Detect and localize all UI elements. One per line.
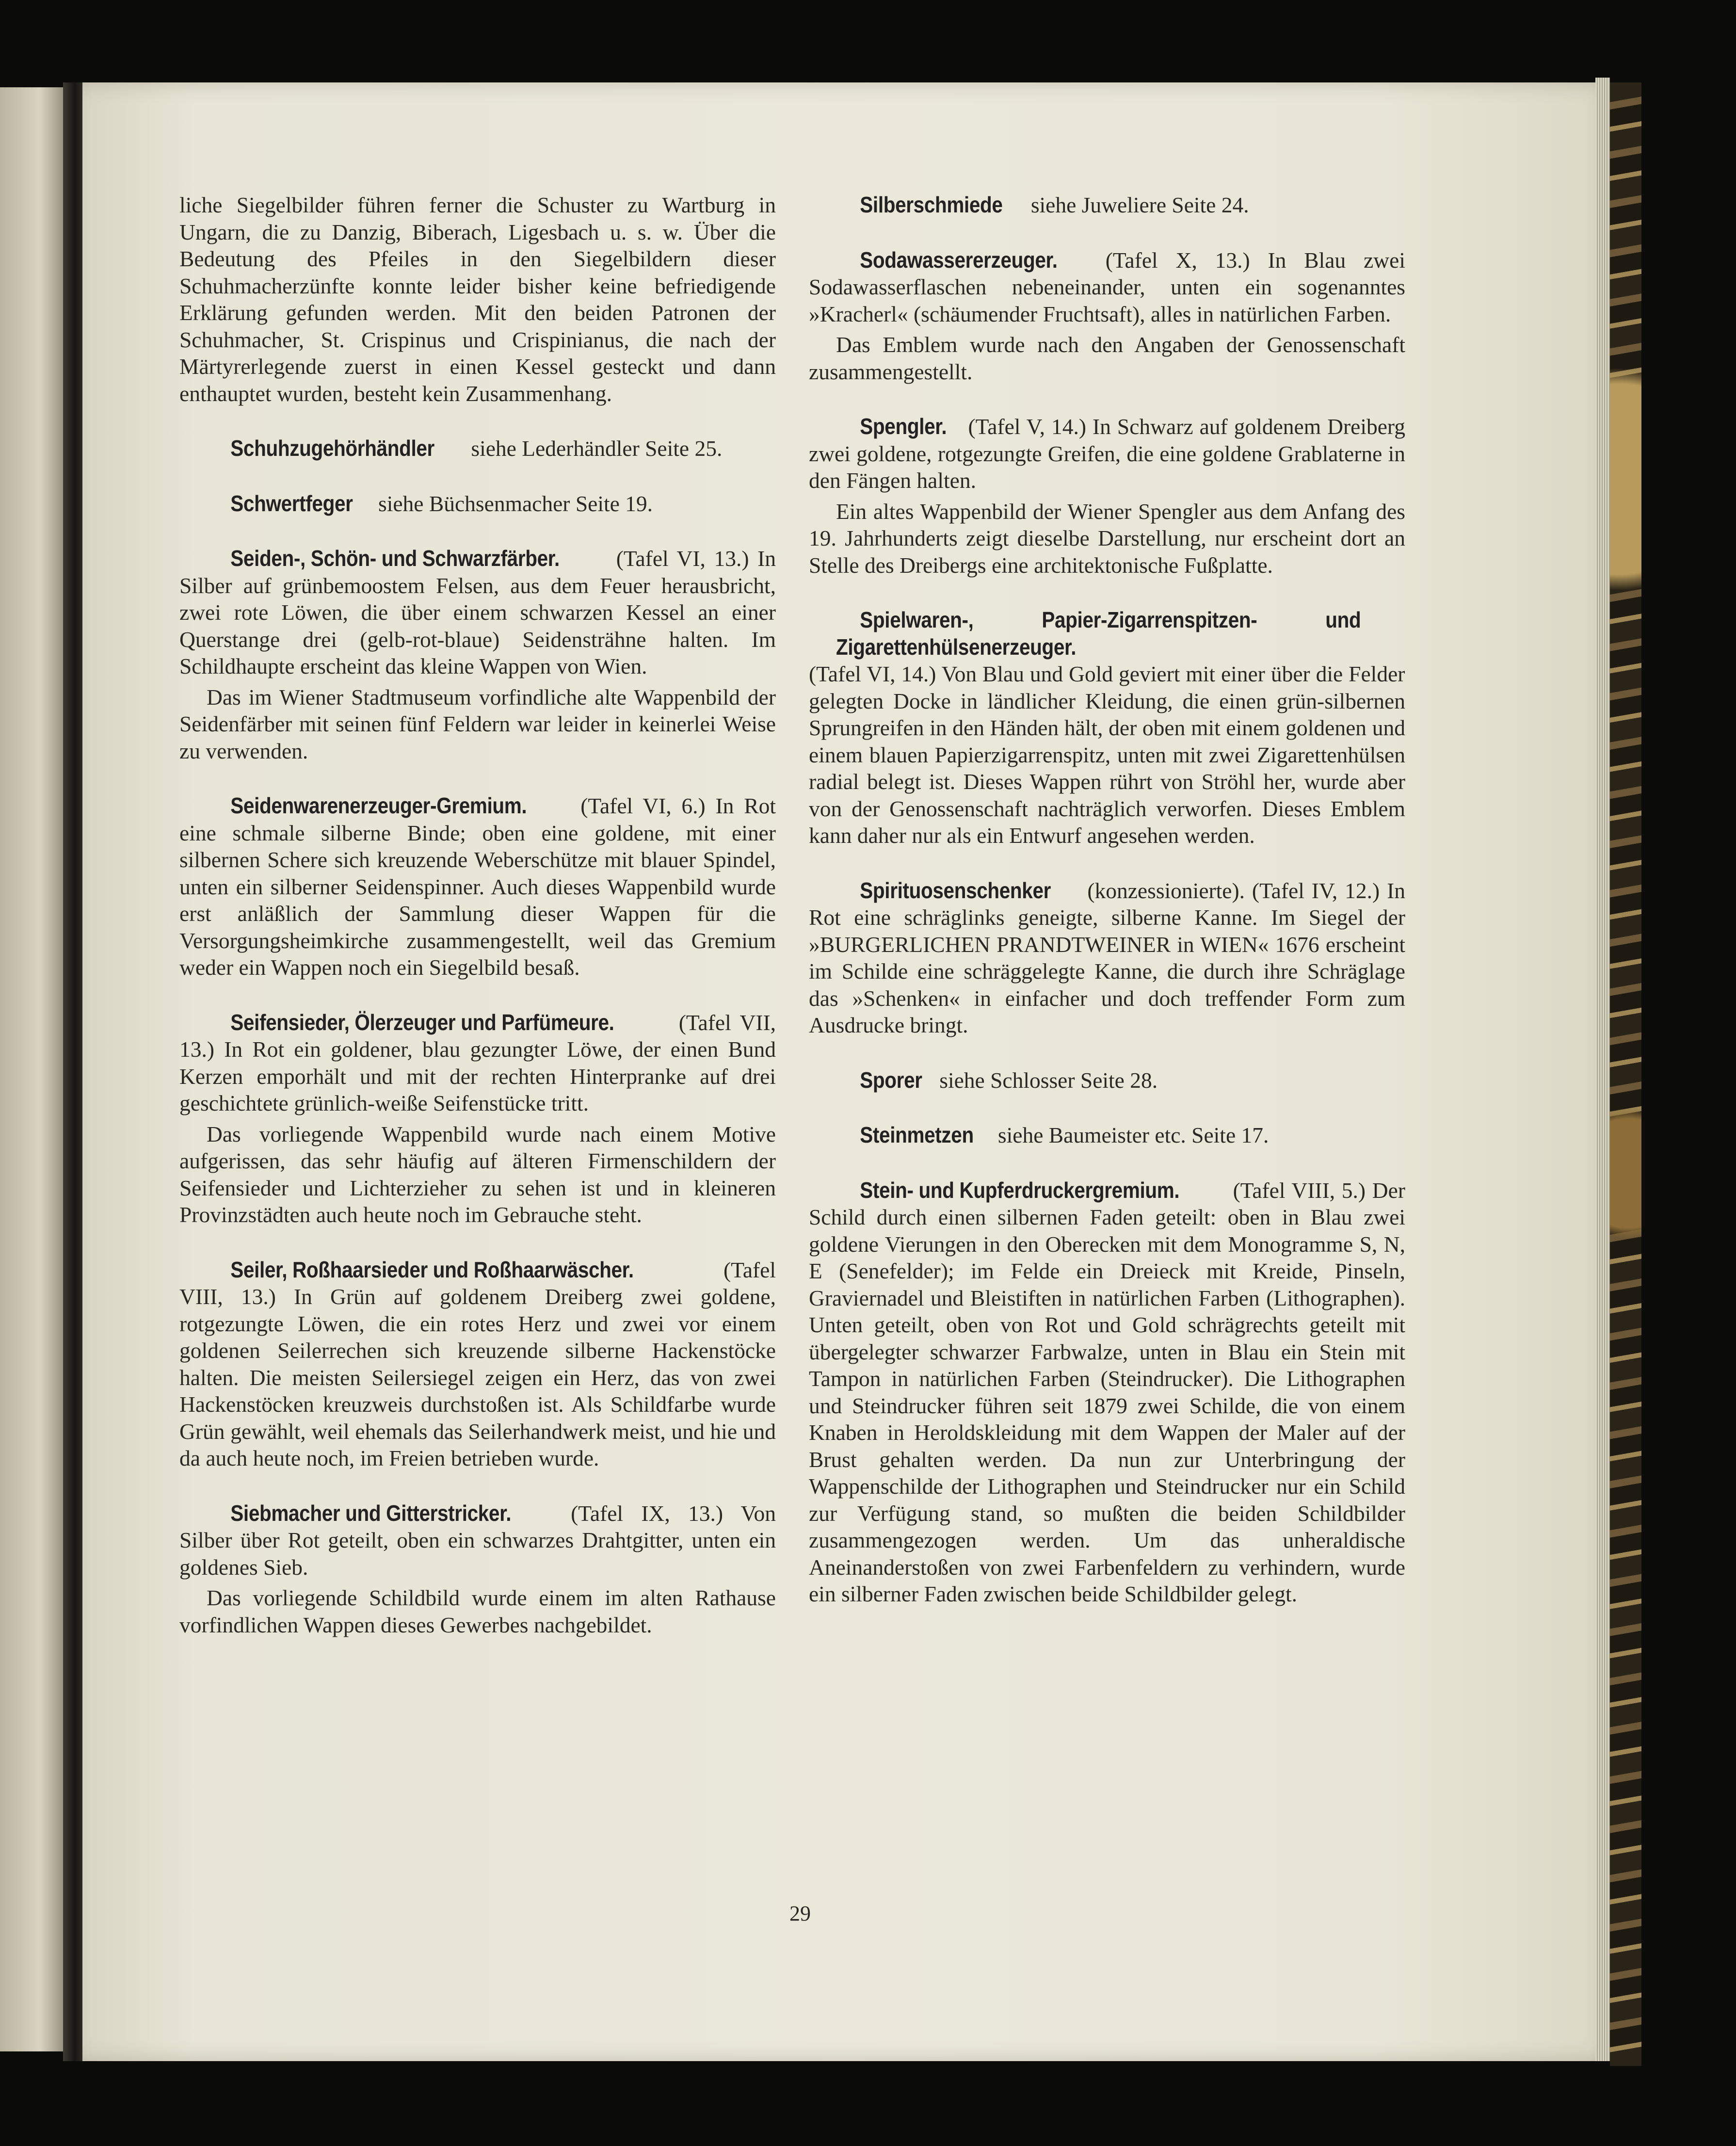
continued-text: [179, 192, 776, 407]
entry-first-paragraph: [809, 877, 1405, 1039]
marbled-cover-edge: [1610, 82, 1641, 2066]
entry-first-paragraph: [179, 435, 776, 462]
entry-text: (Tafel VII, 13.) In Rot ein goldener, blau gezungter Löwe, der einen Bund Kerzen emporhält und mit der rechten Hinterpranke auf drei geschichtete grünlich-weiße Seifenstücke tritt.: [179, 1010, 776, 1115]
entry-first-paragraph: [809, 1067, 1405, 1094]
lexicon-entry: [809, 413, 1405, 579]
entry-heading: Spengler.: [860, 414, 947, 439]
paragraph: liche Siegelbilder führen ferner die Schuster zu Wartburg in Ungarn, die zu Danzig, Biberach, Ligesbach u. s. w. Über die Bedeutung des Pfeiles in den Siegelbildern dieser Schuhmacherzünfte konnte leider bisher keine befriedigende Erklärung gefunden werden. Mit den beiden Patronen der Schuhmacher, St. Crispinus und Crispinianus, die nach der Märtyrerlegende zuerst in einen Kessel gesteckt und dann enthauptet wurden, besteht kein Zusammenhang.: [179, 193, 776, 406]
lexicon-entry: [179, 545, 776, 764]
paragraph: Das vorliegende Wappenbild wurde nach einem Motive aufgerissen, das sehr häufig auf älteren Firmenschildern der Seifensieder und Lichterzieher zu sehen ist und in kleineren Provinzstädten auch heute noch im Gebrauche steht.: [179, 1121, 776, 1227]
lexicon-entry: [179, 1257, 776, 1472]
entry-text: (konzessionierte). (Tafel IV, 12.) In Rot eine schräglinks geneigte, silberne Kanne. Im Siegel der »BURGERLICHEN PRANDTWEINER in WIEN« 1676 erscheint im Schilde eine schräggelegte Kanne, die durch ihre Schräglage das »Schenken« in einfacher und doch treffender Form zum Ausdrucke bringt.: [809, 878, 1405, 1037]
lexicon-entry: [809, 1177, 1405, 1608]
lexicon-entry: [179, 490, 776, 517]
page-number: 29: [789, 1902, 811, 1925]
entry-heading: Seiler, Roßhaarsieder und Roßhaarwäscher.: [230, 1257, 634, 1282]
entry-first-paragraph: [809, 607, 1405, 849]
entry-first-paragraph: [809, 1122, 1405, 1149]
entry-heading: Stein- und Kupferdruckergremium.: [860, 1177, 1180, 1203]
entry-heading: Steinmetzen: [860, 1122, 974, 1147]
entry-first-paragraph: [179, 1500, 776, 1581]
left-page-edge: [0, 87, 73, 2051]
entry-text: siehe Baumeister etc. Seite 17.: [992, 1123, 1269, 1147]
entry-heading: Schuhzugehörhändler: [230, 436, 434, 461]
entry-text: (Tafel VI, 14.) Von Blau und Gold geviert mit einer über die Felder gelegten Docke in ländlicher Kleidung, die einen grün-silbernen Sprungreifen in den Händen hält, der oben mit einem goldenen und einem blauen Papierzigarrenspitz, unten mit zwei Zigarettenhülsen radial belegt ist. Dieses Wappen rührt von Ströhl her, wurde aber von der Genossenschaft nachträglich verworfen. Dieses Emblem kann daher nur als ein Entwurf angesehen werden.: [809, 662, 1405, 848]
entry-first-paragraph: [179, 1009, 776, 1117]
entry-first-paragraph: [179, 792, 776, 981]
page-stack-edge: [1595, 78, 1610, 2061]
lexicon-entry: [179, 435, 776, 462]
lexicon-entry: [809, 192, 1405, 219]
entry-heading: Spielwaren-, Papier-Zigarrenspitzen- und Zigarettenhülsenerzeuger.: [836, 607, 1361, 660]
entry-heading: Schwertfeger: [230, 490, 353, 516]
entry-first-paragraph: [809, 413, 1405, 494]
lexicon-entry: [179, 792, 776, 981]
entry-first-paragraph: [179, 545, 776, 680]
entry-text: (Tafel VIII, 13.) In Grün auf goldenem Dreiberg zwei goldene, rotgezungte Löwen, die ein rotes Herz und zwei vor einem goldenen Seilerrechen sich kreuzende silberne Hackenstöcke halten. Die meisten Seilersiegel zeigen ein Herz, das von zwei Hackenstöcken kreuzweis durchstoßen ist. Als Schildfarbe wurde Grün gewählt, weil ehemals das Seilerhandwerk meist, und hie und da auch heute noch, im Freien betrieben wurde.: [179, 1257, 776, 1470]
lexicon-entry: [809, 1067, 1405, 1094]
lexicon-entry: [809, 877, 1405, 1039]
entry-heading: Spirituosenschenker: [860, 877, 1051, 903]
entry-text: siehe Büchsenmacher Seite 19.: [372, 491, 653, 516]
entry-text: siehe Schlosser Seite 28.: [933, 1067, 1158, 1093]
entry-text: (Tafel VIII, 5.) Der Schild durch einen silbernen Faden geteilt: oben in Blau zwei goldene Vierungen in den Oberecken mit dem Monogramme S, N, E (Senefelder); im Felde ein Dreieck mit Kreide, Pinseln, Graviernadel und Bleistiften in natürlichen Farben (Lithographen). Unten geteilt, oben von Rot und Gold schrägrechts geteilt mit übergelegter schwarzer Farbwalze, unten in Blau ein Stein mit Tampon in natürlichen Farben (Steindrucker). Die Lithographen und Steindrucker führen seit 1879 zwei Schilde, die von einem Knaben in Heroldskleidung mit dem Wappen der Maler auf der Brust gehalten werden. Da nun zur Unterbringung der Wappenschilde der Lithographen und Steindrucker nur ein Schild zur Verfügung stand, so mußten die beiden Schildbilder zusammengezogen werden. Um das unheraldische Aneinanderstoßen von zwei Farbenfeldern zu verhindern, wurde ein silberner Faden zwischen beide Schildbilder gelegt.: [809, 1178, 1405, 1606]
paragraph: Ein altes Wappenbild der Wiener Spengler aus dem Anfang des 19. Jahrhunderts zeigt dieselbe Darstellung, nur erscheint dort an Stelle des Dreibergs eine architektonische Fußplatte.: [809, 499, 1405, 578]
entry-first-paragraph: [809, 192, 1405, 219]
entry-heading: Seidenwarenerzeuger-Gremium.: [230, 793, 527, 818]
entry-heading: Sodawassererzeuger.: [860, 247, 1058, 273]
entry-text: (Tafel IX, 13.) Von Silber über Rot geteilt, oben ein schwarzes Drahtgitter, unten ein goldenes Sieb.: [179, 1501, 776, 1580]
entry-text: (Tafel VI, 13.) In Silber auf grünbemoostem Felsen, aus dem Feuer herausbricht, zwei rote Löwen, die über einem schwarzen Kessel an einer Querstange drei (gelb-rot-blaue) Seidensträhne halten. Im Schildhaupte erscheint das kleine Wappen von Wien.: [179, 546, 776, 678]
entry-text: siehe Juweliere Seite 24.: [1025, 193, 1249, 217]
entry-heading: Siebmacher und Gitterstricker.: [230, 1500, 512, 1526]
left-column: [179, 192, 776, 1666]
entry-text: (Tafel V, 14.) In Schwarz auf goldenem Dreiberg zwei goldene, rotgezungte Greifen, die eine goldene Grablaterne in den Fängen halten.: [809, 414, 1405, 493]
entry-text: siehe Lederhändler Seite 25.: [465, 436, 723, 461]
paragraph: Das vorliegende Schildbild wurde einem im alten Rathause vorfindlichen Wappen dieses Gewerbes nachgebildet.: [179, 1585, 776, 1637]
paragraph: Das Emblem wurde nach den Angaben der Genossenschaft zusammengestellt.: [809, 332, 1405, 384]
paragraph: Das im Wiener Stadtmuseum vorfindliche alte Wappenbild der Seidenfärber mit seinen fünf Feldern war leider in keinerlei Weise zu verwenden.: [179, 684, 776, 763]
entry-first-paragraph: [179, 1257, 776, 1472]
entry-text: (Tafel VI, 6.) In Rot eine schmale silberne Binde; oben eine goldene, mit einer silbernen Schere sich kreuzende Weberschütze mit blauer Spindel, unten ein silberner Seidenspinner. Auch dieses Wappenbild wurde erst anläßlich der Sammlung dieser Wappen für die Versorgungsheimkirche zusammengestellt, weil das Gremium weder ein Wappen noch ein Siegelbild besaß.: [179, 793, 776, 980]
entry-heading: Seifensieder, Ölerzeuger und Parfümeure.: [230, 1009, 614, 1035]
entry-heading: Seiden-, Schön- und Schwarzfärber.: [230, 546, 560, 571]
lexicon-entry: [809, 247, 1405, 386]
entry-heading: Sporer: [860, 1067, 922, 1093]
lexicon-entry: [809, 607, 1405, 849]
entry-text: (Tafel X, 13.) In Blau zwei Sodawasserflaschen nebeneinander, unten ein sogenanntes »Kracherl« (schäumender Fruchtsaft), alles in natürlichen Farben.: [809, 247, 1405, 326]
lexicon-entry: [179, 1009, 776, 1228]
right-column: [809, 192, 1405, 1636]
entry-first-paragraph: [179, 490, 776, 517]
entry-first-paragraph: [809, 1177, 1405, 1608]
lexicon-entry: [179, 1500, 776, 1639]
entry-first-paragraph: [809, 247, 1405, 328]
lexicon-entry: [809, 1122, 1405, 1149]
book-gutter: [63, 82, 82, 2061]
entry-heading: Silberschmiede: [860, 192, 1003, 217]
